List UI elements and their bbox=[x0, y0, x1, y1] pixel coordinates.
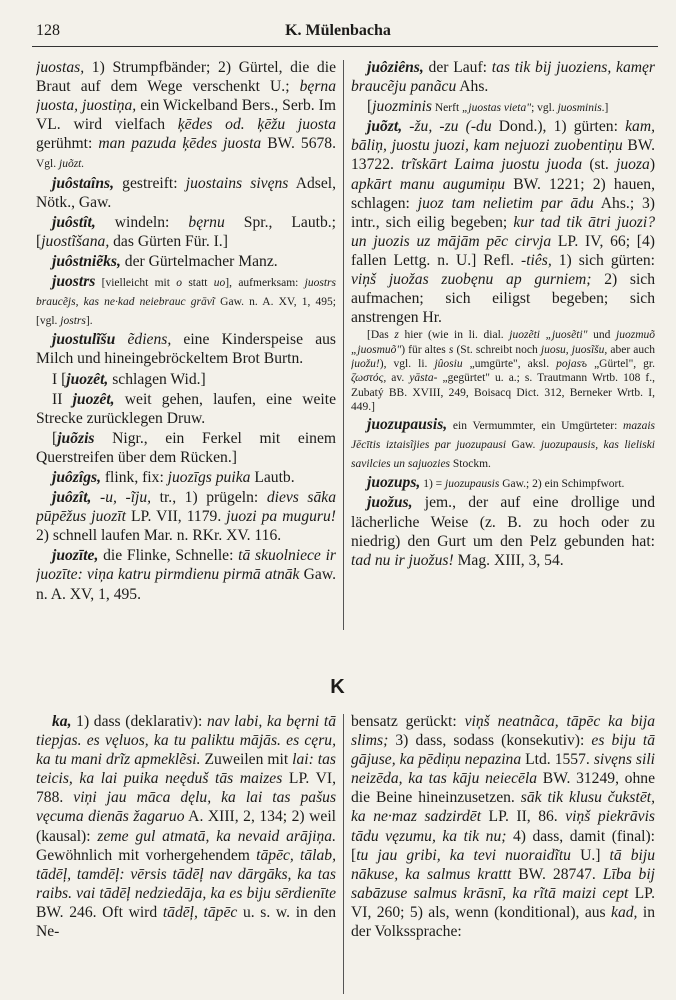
example-text: bęrnu bbox=[188, 213, 225, 231]
example-text: juostains sivęns bbox=[185, 174, 289, 192]
gloss-text: ein Wickelband Bers., Serb. Im VL. wird vielfach bbox=[36, 97, 336, 134]
example-text: viņš neatnãca, tāpēc ka bija slims; bbox=[351, 713, 655, 750]
dictionary-entry bbox=[36, 546, 336, 603]
example-text: juostĩšana, bbox=[41, 232, 110, 250]
dictionary-entry bbox=[351, 97, 655, 116]
gloss-text: [Das bbox=[367, 329, 395, 342]
dictionary-entry bbox=[351, 473, 655, 492]
gloss-text: tr., 1) prügeln: bbox=[151, 489, 267, 507]
example-text: sivęns sili neizēda, ka tas kāju neiecēla bbox=[351, 751, 655, 788]
gloss-text: Spr., Lautb.; [ bbox=[36, 213, 336, 250]
gloss-text: „umgürte", aksl. bbox=[462, 357, 557, 370]
gloss-text: BW. 246. Oft wird bbox=[36, 903, 163, 921]
example-text: tas tik bij juoziens, kamęr braucẽju panãcu bbox=[351, 59, 655, 96]
etymology-note bbox=[351, 328, 655, 414]
gloss-text: gerühmt: bbox=[36, 135, 99, 153]
example-text: -tiês, bbox=[521, 251, 552, 269]
headword: juôstaîns, bbox=[52, 174, 114, 192]
gloss-text: [ bbox=[52, 429, 58, 447]
small-text: 1) = bbox=[420, 478, 446, 491]
gloss-text: 4) dass, damit (final): [ bbox=[351, 827, 655, 864]
example-text: -u, -ĩju, bbox=[100, 489, 152, 507]
example-text: tā biju nākuse, ka salmus krattt bbox=[351, 846, 655, 883]
example-text: juozẽti „juosẽti" bbox=[509, 329, 588, 342]
example-text: pojasъ bbox=[556, 357, 588, 370]
example-text: tā skuolniece ir juozīte: viņa katru pirmdienu pirmā atnāk bbox=[36, 547, 336, 584]
example-text: z bbox=[394, 329, 399, 342]
dictionary-entry bbox=[36, 390, 336, 428]
gloss-text: Adsel, Nötk., Gaw. bbox=[36, 174, 336, 211]
column-divider-bottom bbox=[343, 714, 344, 994]
gloss-text: 3) dass, sodass (konsekutiv): bbox=[388, 732, 592, 750]
gloss-text: BW. 31249, ohne die Beine hineinzusetzen. bbox=[351, 770, 655, 807]
small-text: Nerft bbox=[432, 102, 463, 115]
gloss-text: ), vgl. li. bbox=[379, 357, 435, 370]
headword: juôziêns, bbox=[367, 59, 424, 76]
small-example-text: juostrs braucẽjs, kas ne·kad neiebrauc grāvĩ bbox=[36, 277, 336, 309]
example-text: sāk tik klusu čukstēt, ka ne·maz sadzirdēt bbox=[351, 789, 655, 826]
example-text: -žu, -zu (-du bbox=[409, 118, 492, 136]
example-text: viņi jau māca dęlu, ka lai tas pašus vęcuma dienās žagaruo bbox=[36, 789, 336, 826]
headword: juõzis bbox=[57, 429, 95, 447]
example-text: s bbox=[448, 343, 454, 356]
dictionary-entry bbox=[36, 174, 336, 212]
gloss-text: Ahs. bbox=[456, 78, 489, 96]
small-text: ], aufmerksam: bbox=[225, 277, 305, 290]
gloss-text: Gaw. n. A. XV, 1, 495. bbox=[36, 566, 336, 603]
example-text: lai: bbox=[292, 751, 314, 769]
small-text: Gaw. bbox=[506, 439, 541, 452]
dictionary-entry bbox=[351, 493, 655, 569]
column-bottom-right bbox=[351, 712, 655, 997]
example-text: bęrna juosta, juostiņa, bbox=[36, 78, 336, 115]
headword: juožus, bbox=[367, 494, 413, 512]
small-example-text: juozupausis bbox=[445, 478, 500, 491]
gloss-text: (st. bbox=[582, 156, 617, 174]
headword: juozups, bbox=[367, 474, 421, 492]
dictionary-entry bbox=[36, 468, 336, 487]
gloss-text: jem., der auf eine drollige und lächerliche Weise (z. B. zu hoch oder zu niedrig) den Gurt um den Pelz gebunden hat: bbox=[351, 494, 655, 550]
dictionary-entry bbox=[36, 330, 336, 368]
headword: juozupausis, bbox=[367, 416, 448, 434]
example-text: ķēdes od. ķēžu juosta bbox=[177, 116, 336, 134]
example-text: juožu! bbox=[351, 357, 380, 370]
headword: ka, bbox=[52, 713, 72, 730]
small-text: .] bbox=[601, 102, 609, 115]
gloss-text: die Flinke, Schnelle: bbox=[98, 547, 239, 565]
headword: juôzîgs, bbox=[52, 468, 101, 486]
gloss-text: Mag. XIII, 3, 54. bbox=[453, 551, 564, 569]
gloss-text: II bbox=[52, 390, 73, 408]
dictionary-entry bbox=[351, 117, 655, 327]
gloss-text: LP. IV, 66; [4) fallen Lettg. n. U.] Refl. bbox=[351, 232, 655, 269]
gloss-text: 1) sich gürten: bbox=[551, 251, 655, 269]
gloss-text: „Gürtel", gr. bbox=[587, 357, 655, 370]
small-example-text: juozupausis, kas lieliski savilcies un sajuozies bbox=[351, 439, 655, 471]
example-text: trĩskārt Laima juostu juoda bbox=[401, 156, 583, 174]
example-text: juozīgs puika bbox=[167, 468, 251, 486]
dictionary-entry bbox=[351, 712, 655, 941]
small-example-text: „juostas vieta" bbox=[462, 102, 532, 115]
headword: juozêt, bbox=[72, 390, 115, 408]
gloss-text: „gegürtet" u. a.; s. Trautmann Wrtb. 108 f., Zubatý BB. XVIII, 249, Boisacq Dict. 312, Berneker Wrtb. I, 449.] bbox=[351, 372, 655, 413]
gloss-text: ) für altes bbox=[401, 343, 449, 356]
example-text: juozmuõ „juosmuõ" bbox=[351, 329, 655, 356]
example-text: ẽdiens, bbox=[127, 331, 172, 349]
small-text: ]. bbox=[85, 315, 93, 328]
gloss-text: (St. schreibt noch bbox=[453, 343, 541, 356]
headword: juõzt, bbox=[367, 118, 403, 136]
example-text: jûosiu bbox=[434, 357, 463, 370]
dictionary-entry bbox=[36, 213, 336, 251]
example-text: kur tad tik ātri juozi? un juozis uz mājām pēc cirvja bbox=[351, 213, 655, 250]
gloss-text: weit gehen, laufen, eine weite Strecke zurücklegen Druw. bbox=[36, 390, 336, 427]
gloss-text: Ahs.; 3) intr., sich eilig begeben; bbox=[351, 194, 655, 231]
dictionary-entry bbox=[36, 488, 336, 545]
small-text: Gaw. n. A. XV, 1, 495; [vgl. bbox=[36, 296, 336, 328]
small-example-text: juõzt. bbox=[59, 158, 85, 171]
gloss-text: Ltd. 1557. bbox=[521, 751, 594, 769]
example-text: apkārt manu augumiņu bbox=[351, 175, 506, 193]
gloss-text: Dond.), 1) gürten: bbox=[491, 118, 626, 136]
gloss-text: BW. 5678. bbox=[261, 135, 336, 153]
small-text: Vgl. bbox=[36, 158, 59, 171]
gloss-text: schlagen Wid.] bbox=[108, 370, 206, 388]
gloss-text: aber auch bbox=[607, 343, 655, 356]
header-rule bbox=[32, 46, 658, 47]
gloss-text: BW. 28747. bbox=[511, 865, 603, 883]
gloss-text: BW. 13722. bbox=[351, 137, 655, 174]
gloss-text: av. bbox=[386, 372, 410, 385]
gloss-text: LP. II, 86. bbox=[481, 808, 566, 826]
example-text: yāsta- bbox=[409, 372, 438, 385]
gloss-text: gestreift: bbox=[113, 174, 186, 192]
gloss-text: Zuweilen mit bbox=[200, 751, 293, 769]
gloss-text: bensatz gerückt: bbox=[351, 713, 465, 730]
gloss-text: LP. VII, 1179. bbox=[125, 508, 227, 526]
gloss-text: flink, fix: bbox=[100, 468, 168, 486]
example-text: juoza bbox=[616, 156, 650, 174]
example-text: man pazuda ķēdes juosta bbox=[98, 135, 262, 153]
example-text: dievs sāka pūpēžus juozīt bbox=[36, 489, 336, 526]
gloss-text: hier (wie in li. dial. bbox=[398, 329, 510, 342]
gloss-text bbox=[115, 331, 127, 348]
example-text: tāpēc, tālab, tādēļ, tamdēļ: vērsis tādēļ nav dārgāks, ka tas raibs. vai tādēļ nedziedāja, ka es biju sērdienīte bbox=[36, 846, 336, 902]
small-example-text: uo bbox=[213, 277, 226, 290]
dictionary-entry bbox=[36, 370, 336, 389]
headword: juostulĩšu bbox=[52, 331, 116, 349]
gloss-text: Gewöhnlich mit vorhergehendem bbox=[36, 846, 257, 864]
example-text: nav labi, ka bęrni tā tiepjas. es vęluos, ka tu paliktu mājās. es cęru, ka tu mani drĩz apmeklẽsi. bbox=[36, 713, 336, 769]
gloss-text: LP. VI, 788. bbox=[36, 770, 336, 807]
example-text: tu jau gribi, ka tevi nuoraidĩtu bbox=[356, 846, 571, 864]
example-text: es biju tā gājuse, ka pēdiņu nepazina bbox=[351, 732, 655, 769]
small-example-text: juosminis bbox=[557, 102, 602, 115]
gloss-text: der Gürtelmacher Manz. bbox=[120, 252, 278, 270]
gloss-text: das Gürten Für. I.] bbox=[109, 232, 228, 250]
column-top-left bbox=[36, 58, 336, 643]
dictionary-entry bbox=[351, 415, 655, 472]
gloss-text: u. s. w. in den Ne- bbox=[36, 903, 336, 941]
gloss-text: Lautb. bbox=[250, 468, 295, 486]
headword: juôstniẽks, bbox=[52, 252, 121, 270]
gloss-text: eine Kinderspeise aus Milch und hineingebröckeltem Brot Burtn. bbox=[36, 331, 336, 368]
small-example-text: jostrs bbox=[60, 315, 86, 328]
dictionary-entry bbox=[36, 252, 336, 271]
example-text: viņš piekrāvis tādu vęzumu, ka tik nu; bbox=[351, 808, 655, 845]
section-letter: K bbox=[330, 676, 346, 698]
example-text: ζωστός, bbox=[351, 372, 387, 385]
small-text: statt bbox=[182, 277, 214, 290]
gloss-text: LP. VI, 260; 5) als, wenn (konditional), aus bbox=[351, 884, 655, 921]
gloss-text: 1) dass (deklarativ): bbox=[71, 713, 207, 730]
example-text: juostas, bbox=[36, 59, 85, 76]
example-text: juoz tam nelietim par ādu bbox=[417, 194, 594, 212]
gloss-text: 2) sich aufmachen; sich eiligst begeben; sich anstrengen Hr. bbox=[351, 271, 655, 327]
small-text: ; vgl. bbox=[531, 102, 558, 115]
gloss-text: [ bbox=[367, 98, 373, 116]
example-text: juosu, juosĩšu, bbox=[540, 343, 608, 356]
dictionary-entry bbox=[36, 272, 336, 329]
small-text: ein Vermummter, ein Umgürteter: bbox=[447, 420, 624, 433]
column-bottom-left bbox=[36, 712, 336, 997]
small-example-text: o bbox=[176, 277, 182, 290]
small-text: Stockm. bbox=[450, 458, 491, 471]
gloss-text bbox=[91, 489, 100, 506]
example-text: juozminis bbox=[372, 98, 432, 116]
headword: juôstît, bbox=[52, 213, 96, 231]
gloss-text: Nigr., ein Ferkel mit einem Querstreifen über dem Rücken.] bbox=[36, 429, 336, 466]
small-example-text: mazais Jēcītis iztaisĩjies par juozupausi bbox=[351, 420, 655, 452]
small-text: Gaw.; 2) ein Schimpfwort. bbox=[499, 478, 625, 491]
gloss-text: U.] bbox=[570, 846, 610, 864]
dictionary-entry bbox=[36, 712, 336, 941]
example-text: tad nu ir juožus! bbox=[351, 551, 454, 569]
example-text: Lība bij sabāzuse salmus krāsnī, ka rĩtā maizi cept bbox=[351, 865, 655, 902]
running-title: K. Mülenbacha bbox=[285, 22, 391, 39]
gloss-text: windeln: bbox=[95, 213, 189, 231]
example-text: kad, bbox=[611, 903, 638, 921]
column-divider-top bbox=[343, 60, 344, 630]
example-text: tas teicis, ka lai puika neęduš tās maizes bbox=[36, 751, 336, 788]
example-text: tādēļ, tāpēc bbox=[162, 903, 238, 921]
dictionary-entry bbox=[36, 58, 336, 173]
gloss-text: in der Volkssprache: bbox=[351, 903, 655, 941]
headword: juozêt, bbox=[66, 370, 109, 388]
gloss-text: der Lauf: bbox=[423, 59, 492, 76]
small-text: [vielleicht mit bbox=[95, 277, 177, 290]
gloss-text: 1) Strumpfbänder; 2) Gürtel, die die Braut auf dem Wege verschenkt U.; bbox=[36, 59, 336, 96]
example-text: viņš juožas zuobęnu ap gurniem; bbox=[351, 271, 592, 289]
page-number: 128 bbox=[36, 22, 60, 39]
gloss-text: BW. 1221; 2) hauen, schlagen: bbox=[351, 175, 655, 212]
gloss-text: und bbox=[587, 329, 617, 342]
gloss-text: A. XIII, 2, 134; 2) weil (kausal): bbox=[36, 808, 336, 845]
headword: juostrs bbox=[52, 273, 96, 291]
example-text: kam, bāliņ, juostu juozi, kam nejuozi zuobentiņu bbox=[351, 118, 655, 155]
gloss-text: ) bbox=[649, 156, 655, 174]
example-text: juozi pa muguru! bbox=[226, 508, 336, 526]
gloss-text: I [ bbox=[52, 370, 67, 388]
gloss-text: 2) schnell laufen Mar. n. RKr. XV. 116. bbox=[36, 527, 282, 545]
example-text: zeme gul atmatā, ka nevaid arājiņa. bbox=[97, 827, 336, 845]
dictionary-entry bbox=[351, 58, 655, 96]
dictionary-entry bbox=[36, 429, 336, 467]
column-top-right bbox=[351, 58, 655, 643]
headword: juozīte, bbox=[52, 547, 99, 565]
headword: juôzît, bbox=[52, 489, 92, 507]
